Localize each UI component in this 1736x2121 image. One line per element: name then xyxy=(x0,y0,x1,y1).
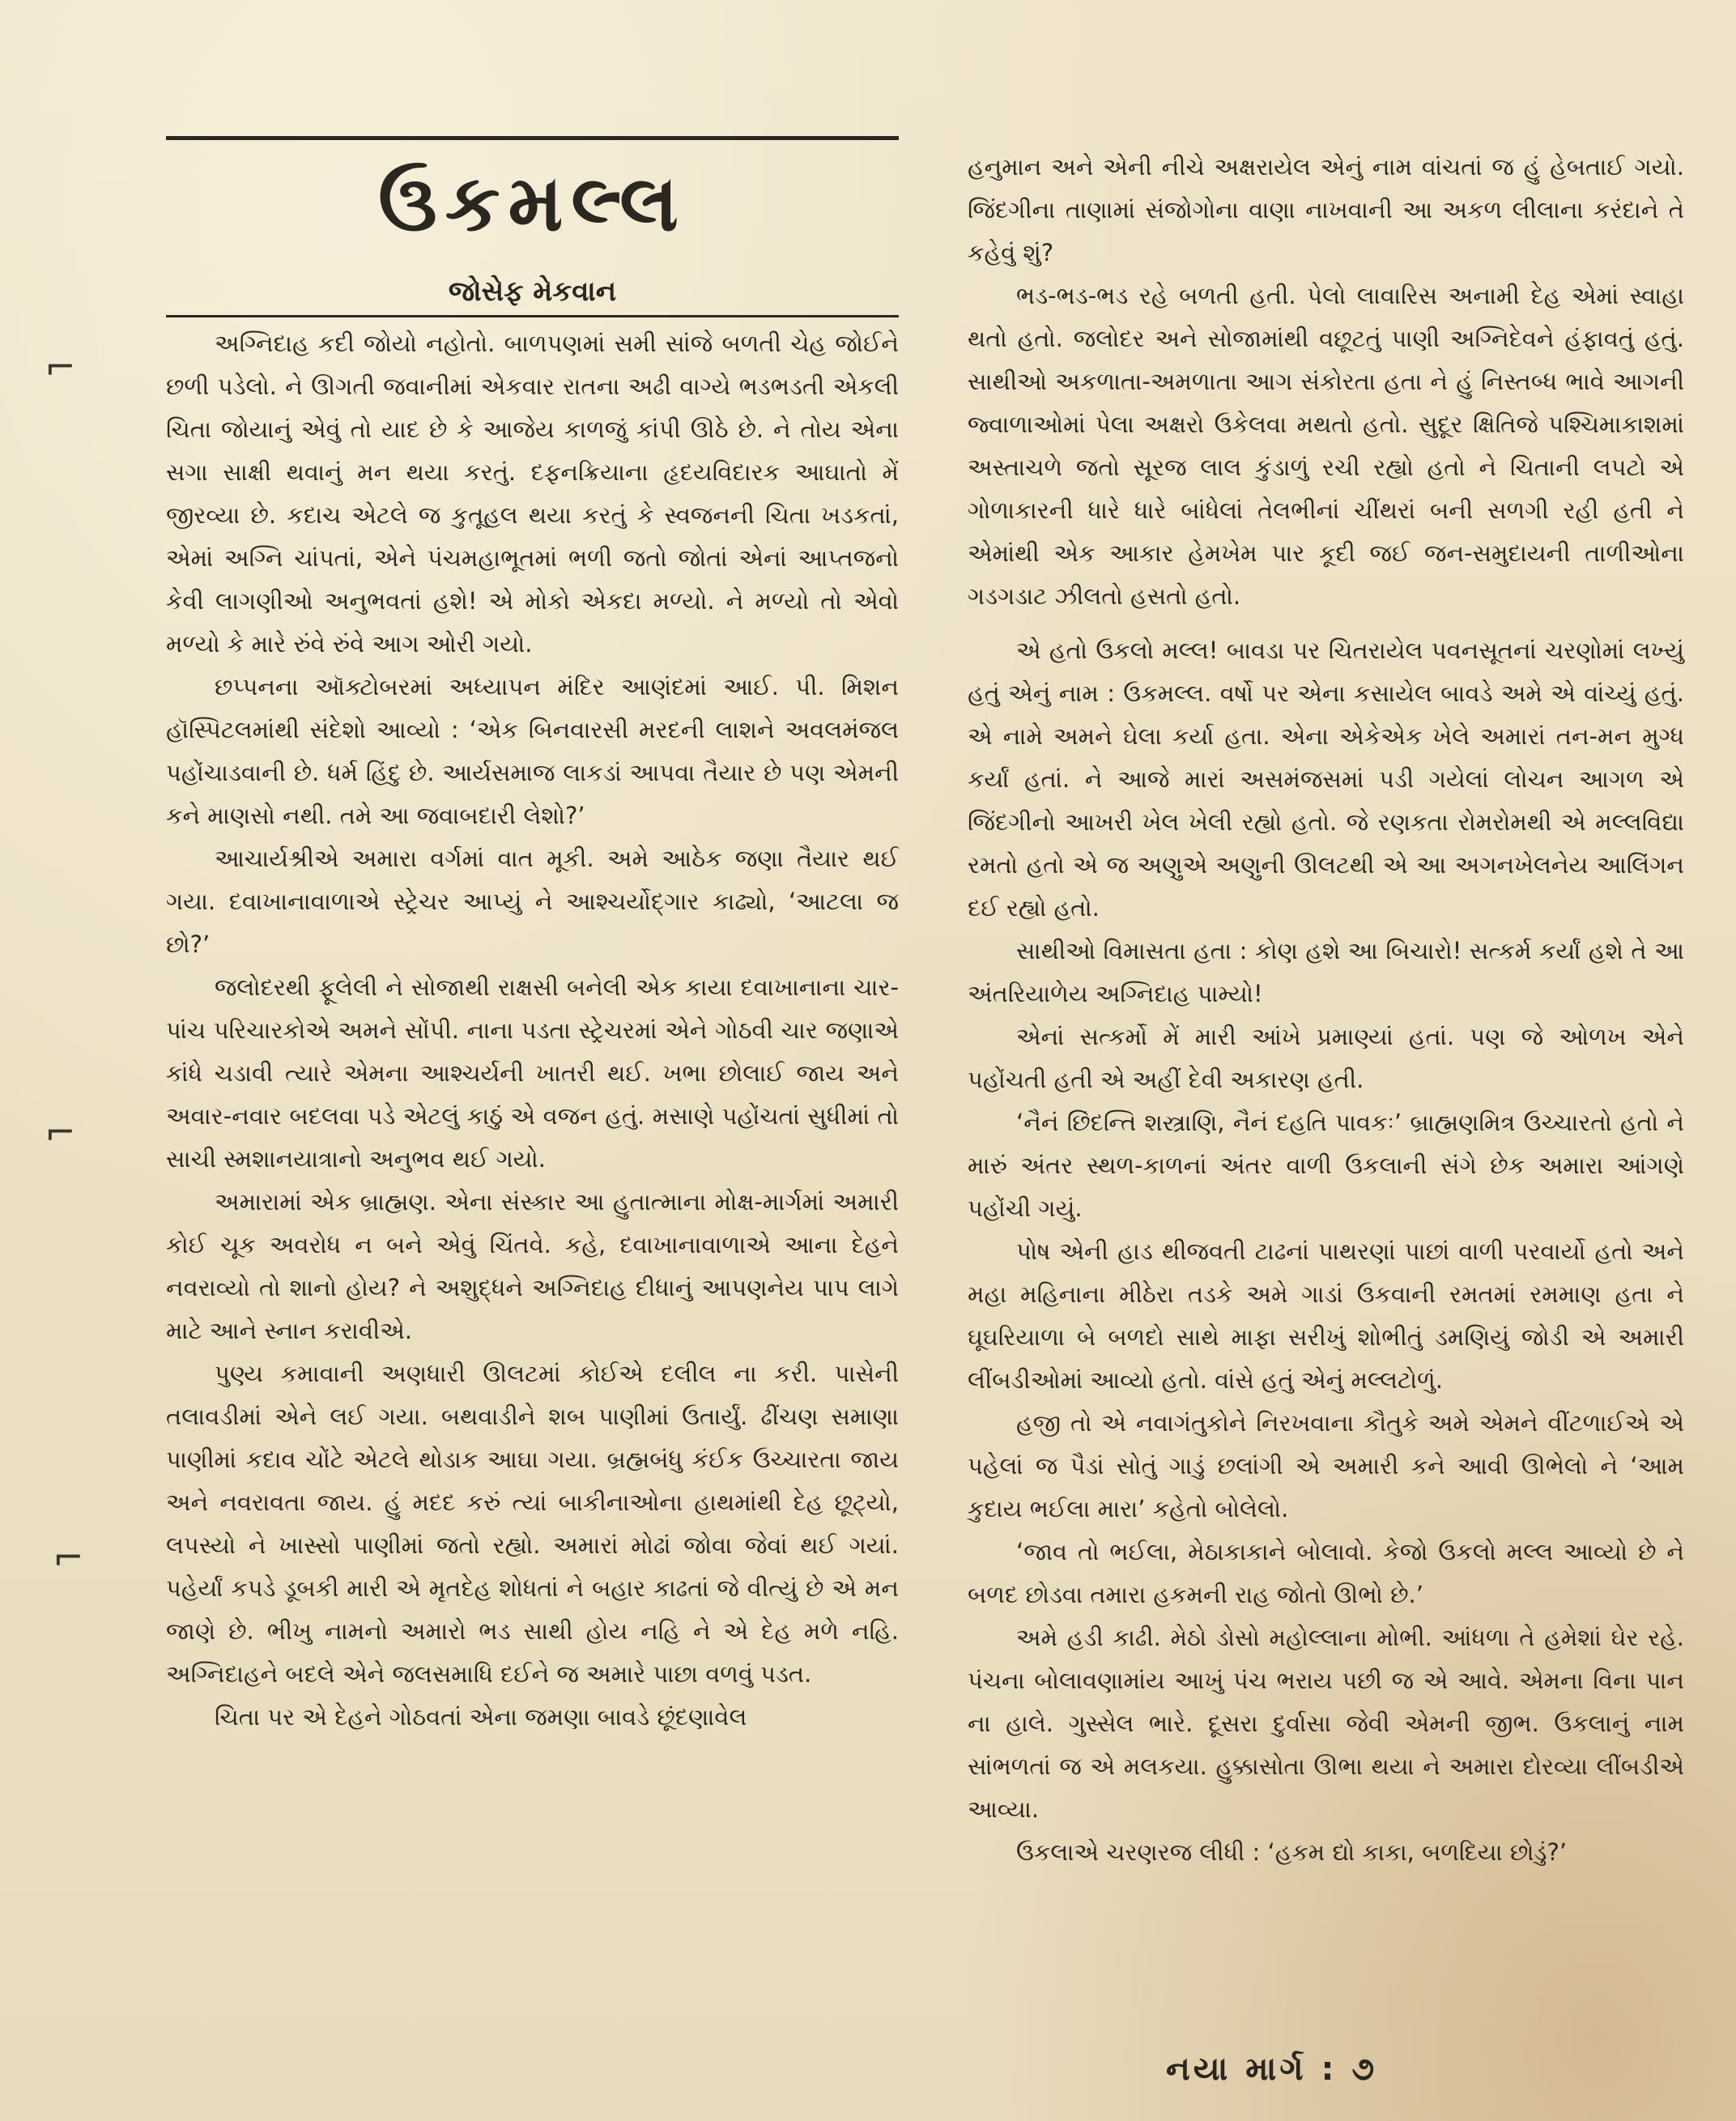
paragraph: અમે હડી કાઢી. મેઠો ડોસો મહોલ્લાના મોભી. આંધળા તે હમેશાં ઘેર રહે. પંચના બોલાવણામાંય આખું પંચ ભરાય પછી જ એ આવે. એમના વિના પાન ના હાલે. ગુસ્સેલ ભારે. દૂસરા દુર્વાસા જેવી એમની જીભ. ઉકલાનું નામ સાંભળતાં જ એ મલકયા. હુક્કાસોતા ઊભા થયા ને અમારા દોરવ્યા લીંબડીએ આવ્યા. xyxy=(968,1624,1684,1823)
left-column xyxy=(166,136,899,1739)
top-rule xyxy=(166,136,899,140)
paragraph: ભડ-ભડ-ભડ રહે બળતી હતી. પેલો લાવારિસ અનામી દેહ એમાં સ્વાહા થતો હતો. જલોદર અને સોજામાંથી વછૂટતું પાણી અગ્નિદેવને હંફાવતું હતું. સાથીઓ અકળાતા-અમળાતા આગ સંકોરતા હતા ને હું નિસ્તબ્ધ ભાવે આગની જ્વાળાઓમાં પેલા અક્ષરો ઉકેલવા મથતો હતો. સુદૂર ક્ષિતિજે પશ્ચિમાકાશમાં અસ્તાચળે જતો સૂરજ લાલ કુંડાળું રચી રહ્યો હતો ને ચિતાની લપટો એ ગોળાકારની ધારે ધારે બાંધેલાં તેલભીનાં ચીંથરાં બની સળગી રહી હતી ને એમાંથી એક આકાર હેમખેમ પાર કૂદી જઈ જન-સમુદાયની તાળીઓના ગડગડાટ ઝીલતો હસતો હતો. xyxy=(968,282,1684,610)
page-footer xyxy=(1166,2051,1377,2088)
paragraph: એનાં સત્કર્મો મેં મારી આંખે પ્રમાણ્યાં હતાં. પણ જે ઓળખ એને પહોંચતી હતી એ અહીં દેવી અકારણ હતી. xyxy=(968,1023,1684,1093)
paragraph: પોષ એની હાડ થીજવતી ટાઢનાં પાથરણાં પાછાં વાળી પરવાર્યો હતો અને મહા મહિનાના મીઠેરા તડકે અમે ગાડાં ઉકવાની રમતમાં રમમાણ હતા ને ઘૂઘરિયાળા બે બળદો સાથે માફા સરીખું શોભીતું ડમણિયું જોડી એ અમારી લીંબડીઓમાં આવ્યો હતો. વાંસે હતું એનું મલ્લટોળું. xyxy=(968,1237,1684,1394)
paragraph: પુણ્ય કમાવાની અણધારી ઊલટમાં કોઈએ દલીલ ના કરી. પાસેની તલાવડીમાં એને લઈ ગયા. બથવાડીને શબ પાણીમાં ઉતાર્યું. ઢીંચણ સમાણા પાણીમાં કદાવ ચોંટે એટલે થોડાક આઘા ગયા. બ્રહ્મબંધુ કંઈક ઉચ્ચારતા જાય અને નવરાવતા જાય. હું મદદ કરું ત્યાં બાકીનાઓના હાથમાંથી દેહ છૂટ્યો, લપસ્યો ને ખાસ્સો પાણીમાં જતો રહ્યો. અમારાં મોઢાં જોવા જેવાં થઈ ગયાં. પહેર્યાં કપડે ડૂબકી મારી એ મૃતદેહ શોધતાં ને બહાર કાઢતાં જે વીત્યું છે એ મન જાણે છે. ભીખુ નામનો અમારો ભડ સાથી હોય નહિ ને એ દેહ મળે નહિ. અગ્નિદાહને બદલે એને જલસમાધિ દઈને જ અમારે પાછા વળવું પડત. xyxy=(166,1360,899,1688)
paragraph: હજી તો એ નવાગંતુકોને નિરખવાના કૌતુકે અમે એમને વીંટળાઈએ એ પહેલાં જ પૈડાં સોતું ગાડું છલાંગી એ અમારી કને આવી ઊભેલો ને ‘આમ કુદાય ભઈલા મારા’ કહેતો બોલેલો. xyxy=(968,1409,1684,1523)
paragraph: ‘જાવ તો ભઈલા, મેઠાકાકાને બોલાવો. કેજો ઉકલો મલ્લ આવ્યો છે ને બળદ છોડવા તમારા હકમની રાહ જોતો ઊભો છે.’ xyxy=(968,1538,1684,1608)
paragraph: ઉકલાએ ચરણરજ લીધી : ‘હકમ દ્યો કાકા, બળદિયા છોડું?’ xyxy=(1016,1838,1568,1866)
paragraph: અમારામાં એક બ્રાહ્મણ. એના સંસ્કાર આ હુતાત્માના મોક્ષ-માર્ગમાં અમારી કોઈ ચૂક અવરોધ ન બને એવું ચિંતવે. કહે, દવાખાનાવાળાએ આના દેહને નવરાવ્યો તો શાનો હોય? ને અશુદ્ધને અગ્નિદાહ દીધાનું આપણનેય પાપ લાગે માટે આને સ્નાન કરાવીએ. xyxy=(166,1188,899,1344)
paragraph: ‘નૈનં છિંદન્તિ શસ્ત્રાણિ, નૈનં દહતિ પાવકઃ’ બ્રાહ્મણમિત્ર ઉચ્ચારતો હતો ને મારું અંતર સ્થળ-કાળનાં અંતર વાળી ઉકલાની સંગે છેક અમારા આંગણે પહોંચી ગયું. xyxy=(968,1109,1684,1222)
article-title: ઉકમલ્લ xyxy=(378,158,687,249)
author-rule xyxy=(166,315,899,317)
journal-name: નયા માર્ગ xyxy=(1166,2051,1307,2088)
paragraph: છપ્પનના ઑક્ટોબરમાં અધ્યાપન મંદિર આણંદમાં આઈ. પી. મિશન હૉસ્પિટલમાંથી સંદેશો આવ્યો : ‘એક બિનવારસી મરદની લાશને અવલમંજલ પહોંચાડવાની છે. ધર્મ હિંદુ છે. આર્યસમાજ લાકડાં આપવા તૈયાર છે પણ એમની કને માણસો નથી. તમે આ જવાબદારી લેશો?’ xyxy=(166,673,899,829)
paragraph: હનુમાન અને એની નીચે અક્ષરાયેલ એનું નામ વાંચતાં જ હું હેબતાઈ ગયો. જિંદગીના તાણામાં સંજોગોના વાણા નાખવાની આ અકળ લીલાના કરંદાને તે કહેવું શું? xyxy=(968,153,1684,266)
right-column xyxy=(968,146,1684,1874)
paragraph: અગ્નિદાહ કદી જોયો નહોતો. બાળપણમાં સમી સાંજે બળતી ચેહ જોઈને છળી પડેલો. ને ઊગતી જવાનીમાં એકવાર રાતના અઢી વાગ્યે ભડભડતી એકલી ચિતા જોયાનું એવું તો યાદ છે કે આજેય કાળજું કાંપી ઊઠે છે. ને તોય એના સગા સાક્ષી થવાનું મન થયા કરતું. દફનક્રિયાના હૃદયવિદારક આઘાતો મેં જીરવ્યા છે. કદાચ એટલે જ કુતૂહલ થયા કરતું કે સ્વજનની ચિતા ખડકતાં, એમાં અગ્નિ ચાંપતાં, એને પંચમહાભૂતમાં ભળી જતો જોતાં એનાં આપ્તજનો કેવી લાગણીઓ અનુભવતાં હશે! એ મોકો એકદા મળ્યો. ને મળ્યો તો એવો મળ્યો કે મારે રુંવે રુંવે આગ ઓરી ગયો. xyxy=(166,330,899,658)
paragraph: ચિતા પર એ દેહને ગોઠવતાં એના જમણા બાવડે છૂંદણાવેલ xyxy=(215,1703,747,1731)
paragraph: સાથીઓ વિમાસતા હતા : કોણ હશે આ બિચારો! સત્કર્મ કર્યાં હશે તે આ અંતરિયાળેય અગ્નિદાહ પામ્યો! xyxy=(968,937,1684,1007)
paragraph: એ હતો ઉકલો મલ્લ! બાવડા પર ચિતરાયેલ પવનસૂતનાં ચરણોમાં લખ્યું હતું એનું નામ : ઉકમલ્લ. વર્ષો પર એના કસાયેલ બાવડે અમે એ વાંચ્યું હતું. એ નામે અમને ઘેલા કર્યા હતા. એના એકેએક ખેલે અમારાં તન-મન મુગ્ધ કર્યાં હતાં. ને આજે મારાં અસમંજસમાં પડી ગયેલાં લોચન આગળ એ જિંદગીનો આખરી ખેલ ખેલી રહ્યો હતો. જે રણકતા રોમરોમથી એ મલ્લવિદ્યા રમતો હતો એ જ અણુએ અણુની ઊલટથી એ આ અગનખેલનેય આલિંગન દઈ રહ્યો હતો. xyxy=(968,637,1685,922)
article-author: જોસેફ મેકવાન xyxy=(448,275,617,308)
paragraph: જલોદરથી ફૂલેલી ને સોજાથી રાક્ષસી બનેલી એક કાયા દવાખાનાના ચાર-પાંચ પરિચારકોએ અમને સોંપી. નાના પડતા સ્ટ્રેચરમાં એને ગોઠવી ચાર જણાએ કાંધે ચડાવી ત્યારે એમના આશ્ચર્યની ખાતરી થઈ. ખભા છોલાઈ જાય અને અવાર-નવાર બદલવા પડે એટલું કાઠું એ વજન હતું. મસાણે પહોંચતાં સુધીમાં તો સાચી સ્મશાનયાત્રાનો અનુભવ થઈ ગયો. xyxy=(166,973,899,1173)
page-damage-mark: ⌐ xyxy=(45,1110,76,1154)
paragraph: આચાર્યશ્રીએ અમારા વર્ગમાં વાત મૂકી. અમે આઠેક જણા તૈયાર થઈ ગયા. દવાખાનાવાળાએ સ્ટ્રેચર આપ્યું ને આશ્ચર્યોદ્ગાર કાઢ્યો, ‘આટલા જ છો?’ xyxy=(166,845,899,958)
page-damage-mark: ⌐ xyxy=(45,345,76,389)
page-number: ૭ xyxy=(1351,2051,1378,2088)
footer-separator: : xyxy=(1321,2051,1338,2088)
page-damage-mark: ⌐ xyxy=(53,1535,84,1579)
